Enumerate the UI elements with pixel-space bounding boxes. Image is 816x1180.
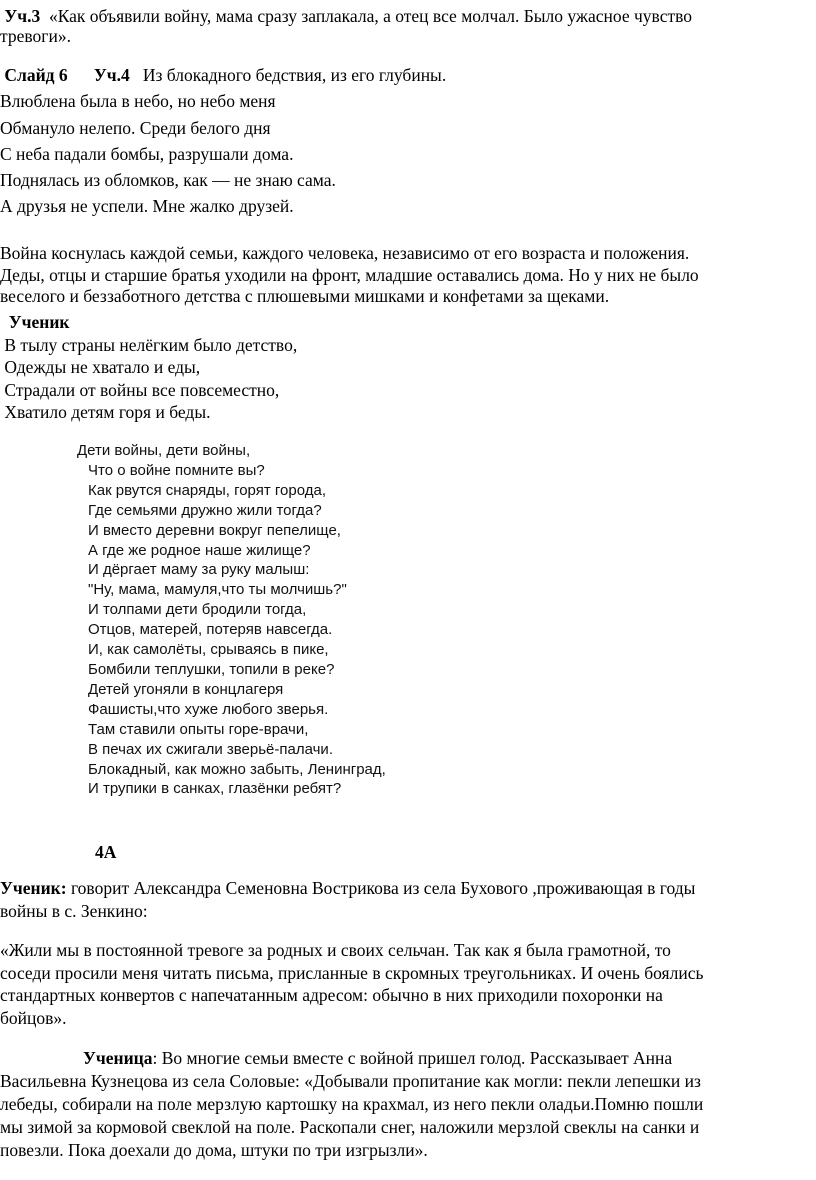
verse-line: Из блокадного бедствия, из его глубины. (142, 65, 447, 85)
class-label-text: 4А (95, 842, 117, 862)
poem-line: Детей угоняли в концлагеря (88, 680, 284, 698)
poem-line: Где семьями дружно жили тогда? (88, 501, 322, 519)
verse-line: Влюблена была в небо, но небо меня (0, 91, 276, 112)
verse-line: Хватило детям горя и беды. (4, 402, 211, 422)
paragraph-line: говорит Александра Семеновна Вострикова из села Бухового ,проживающая в годы (70, 878, 696, 898)
poem-line: "Ну, мама, мамуля,что ты молчишь?" (88, 581, 347, 599)
poem-image-children-of-war (77, 441, 386, 799)
poem-line: Фашисты,что хуже любого зверья. (88, 700, 329, 718)
poem-line: Что о войне помните вы? (88, 461, 265, 479)
verse-line: С неба падали бомбы, разрушали дома. (0, 143, 294, 164)
slide-label: Слайд 6 (4, 65, 68, 85)
poem-line: Там ставили опыты горе-врачи, (88, 720, 309, 738)
speaker-label: Ученик: (0, 878, 67, 898)
student-verse (0, 311, 812, 424)
speaker-label: Уч.3 (4, 6, 41, 26)
paragraph-vostrikova (0, 877, 812, 922)
paragraph-text: тревоги». (0, 26, 71, 46)
paragraph-line: стандартных конвертов с напечатанным адресом: обычно в них приходили похоронки на (0, 985, 663, 1006)
poem-line: Бомбили теплушки, топили в реке? (88, 660, 335, 678)
poem-line: И дёргает маму за руку малыш: (88, 561, 310, 579)
paragraph-line: «Жили мы в постоянной тревоге за родных и своих сельчан. Так как я была грамотной, то (0, 940, 671, 960)
poem-line: Дети войны, дети войны, (77, 442, 251, 459)
paragraph-line: лебеды, собирали на поле мерзлую картошку на крахмал, из него пекли оладьи.Помню пошли (0, 1094, 704, 1114)
paragraph-line: бойцов». (0, 1008, 67, 1029)
speaker-label: Ученица (83, 1048, 153, 1068)
poem-line: И вместо деревни вокруг пепелище, (88, 521, 341, 539)
verse-line: Одежды не хватало и еды, (4, 357, 201, 377)
paragraph-uch3 (0, 6, 812, 46)
verse-line: В тылу страны нелёгким было детство, (4, 334, 298, 355)
paragraph-line: мы зимой за кормовой свеклой на поле. Раскопали снег, наложили мерзлой свеклы на санки и (0, 1117, 700, 1137)
verse-line: Страдали от войны все повсеместно, (4, 379, 280, 400)
poem-line: И трупики в санках, глазёнки ребят? (88, 780, 342, 798)
paragraph-line: веселого и беззаботного детства с плюшевыми мишками и конфетами за щеками. (0, 286, 610, 306)
poem-line: Блокадный, как можно забыть, Ленинград, (88, 760, 386, 778)
paragraph-line: : Во многие семьи вместе с войной пришел голод. Рассказывает Анна (152, 1048, 673, 1068)
speaker-label: Ученик (8, 312, 70, 332)
paragraph-line: Васильевна Кузнецова из села Соловые: «Добывали пропитание как могли: пекли лепешки из (0, 1071, 701, 1091)
paragraph-line: повезли. Пока доехали до дома, штуки по три изгрызли». (0, 1140, 428, 1160)
paragraph-line: Деды, отцы и старшие братья уходили на фронт, младшие оставались дома. Но у них не было (0, 264, 699, 285)
verse-line: А друзья не успели. Мне жалко друзей. (0, 196, 294, 217)
paragraph-kuznetsova (0, 1047, 812, 1162)
poem-line: В печах их сжигали зверьё-палачи. (88, 740, 333, 758)
class-label (95, 841, 812, 863)
paragraph-text: «Как объявили войну, мама сразу заплакала, а отец все молчал. Было ужасное чувство (48, 6, 693, 26)
verse-line: Поднялась из обломков, как — не знаю сама. (0, 170, 336, 191)
poem-line: Отцов, матерей, потеряв навсегда. (88, 621, 333, 639)
slide-6-verse (0, 62, 812, 220)
poem-line: И толпами дети бродили тогда, (88, 601, 307, 619)
poem-line: А где же родное наше жилище? (88, 541, 311, 559)
paragraph-line: Война коснулась каждой семьи, каждого человека, независимо от его возраста и положения. (0, 243, 690, 263)
paragraph-war-families (0, 243, 812, 308)
paragraph-line: войны в с. Зенкино: (0, 900, 148, 921)
verse-line: Обмануло нелепо. Среди белого дня (0, 117, 271, 138)
poem-line: Как рвутся снаряды, горят города, (88, 481, 326, 499)
paragraph-line: соседи просили меня читать письма, присланные в скромных треугольниках. И очень боялись (0, 962, 704, 983)
paragraph-quote-letters (0, 939, 812, 1030)
speaker-label: Уч.4 (93, 65, 130, 85)
poem-line: И, как самолёты, срываясь в пике, (88, 641, 329, 659)
